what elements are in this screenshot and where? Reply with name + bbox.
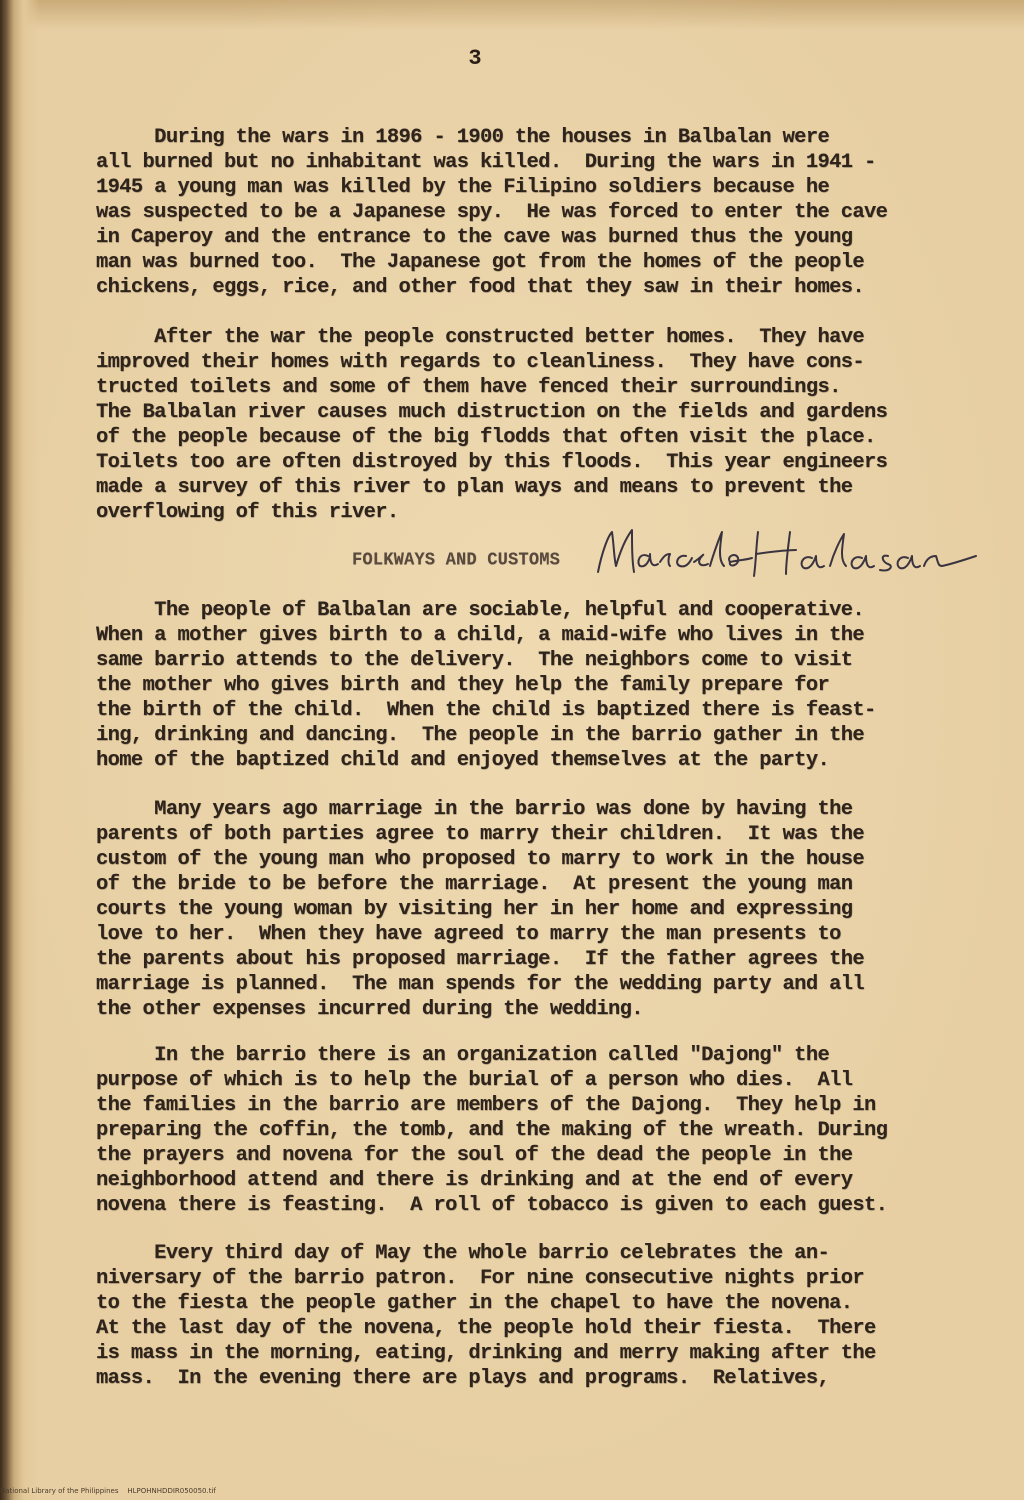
text-line: purpose of which is to help the burial of a person who dies. All (96, 1069, 853, 1092)
text-line: man was burned too. The Japanese got from the homes of the people (96, 251, 865, 274)
text-line: same barrio attends to the delivery. The neighbors come to visit (96, 649, 853, 672)
page-number: 3 (468, 46, 482, 71)
text-line: of the bride to be before the marriage. At present the young man (96, 873, 853, 896)
text-line: ing, drinking and dancing. The people in the barrio gather in the (96, 724, 865, 747)
handwritten-signature (590, 522, 980, 584)
text-line: all burned but no inhabitant was killed. During the wars in 1941 - (96, 151, 876, 174)
text-line: overflowing of this river. (96, 501, 399, 524)
text-line: The people of Balbalan are sociable, helpful and cooperative. (96, 599, 865, 622)
text-line: the mother who gives birth and they help the family prepare for (96, 674, 830, 697)
text-line: novena there is feasting. A roll of tobacco is given to each guest. (96, 1194, 888, 1217)
text-line: parents of both parties agree to marry their children. It was the (96, 823, 865, 846)
text-line: Every third day of May the whole barrio celebrates the an- (96, 1242, 830, 1265)
text-line: to the fiesta the people gather in the chapel to have the novena. (96, 1292, 853, 1315)
text-line: neighborhood attend and there is drinking and at the end of every (96, 1169, 853, 1192)
paragraph-burial-customs (96, 1043, 946, 1218)
text-line: Many years ago marriage in the barrio was done by having the (96, 798, 853, 821)
text-line: chickens, eggs, rice, and other food that they saw in their homes. (96, 276, 865, 299)
paragraph-war-history (96, 125, 946, 300)
text-line: improved their homes with regards to cleanliness. They have cons- (96, 351, 865, 374)
text-line: mass. In the evening there are plays and programs. Relatives, (96, 1367, 830, 1390)
signature-image (590, 522, 980, 584)
paragraph-marriage-customs (96, 797, 946, 1022)
archive-footer: National Library of the Philippines HLPOHNHDDIR050050.tif (0, 1487, 216, 1495)
text-line: was suspected to be a Japanese spy. He was forced to enter the cave (96, 201, 888, 224)
text-line: the other expenses incurred during the wedding. (96, 998, 643, 1021)
text-line: the birth of the child. When the child is baptized there is feast- (96, 699, 876, 722)
text-line: tructed toilets and some of them have fenced their surroundings. (96, 376, 841, 399)
text-line: home of the baptized child and enjoyed themselves at the party. (96, 749, 830, 772)
text-line: the prayers and novena for the soul of the dead the people in the (96, 1144, 853, 1167)
section-heading: FOLKWAYS AND CUSTOMS (352, 550, 561, 571)
paragraph-post-war (96, 325, 946, 525)
paragraph-fiesta-customs (96, 1241, 946, 1391)
text-line: niversary of the barrio patron. For nine consecutive nights prior (96, 1267, 865, 1290)
text-line: The Balbalan river causes much distruction on the fields and gardens (96, 401, 888, 424)
text-line: At the last day of the novena, the people hold their fiesta. There (96, 1317, 876, 1340)
text-line: is mass in the morning, eating, drinking and merry making after the (96, 1342, 876, 1365)
text-line: of the people because of the big flodds that often visit the place. (96, 426, 876, 449)
paragraph-birth-customs (96, 598, 946, 773)
text-line: After the war the people constructed better homes. They have (96, 326, 865, 349)
text-line: marriage is planned. The man spends for the wedding party and all (96, 973, 865, 996)
text-line: the parents about his proposed marriage. If the father agrees the (96, 948, 865, 971)
text-line: love to her. When they have agreed to marry the man presents to (96, 923, 841, 946)
text-line: preparing the coffin, the tomb, and the making of the wreath. During (96, 1119, 888, 1142)
text-line: In the barrio there is an organization called "Dajong" the (96, 1044, 830, 1067)
text-line: in Caperoy and the entrance to the cave was burned thus the young (96, 226, 853, 249)
text-line: courts the young woman by visiting her in her home and expressing (96, 898, 853, 921)
text-line: During the wars in 1896 - 1900 the houses in Balbalan were (96, 126, 830, 149)
text-line: the families in the barrio are members of the Dajong. They help in (96, 1094, 876, 1117)
text-line: When a mother gives birth to a child, a maid-wife who lives in the (96, 624, 865, 647)
text-line: 1945 a young man was killed by the Filipino soldiers because he (96, 176, 830, 199)
text-line: custom of the young man who proposed to marry to work in the house (96, 848, 865, 871)
text-line: Toilets too are often distroyed by this floods. This year engineers (96, 451, 888, 474)
text-line: made a survey of this river to plan ways and means to prevent the (96, 476, 853, 499)
